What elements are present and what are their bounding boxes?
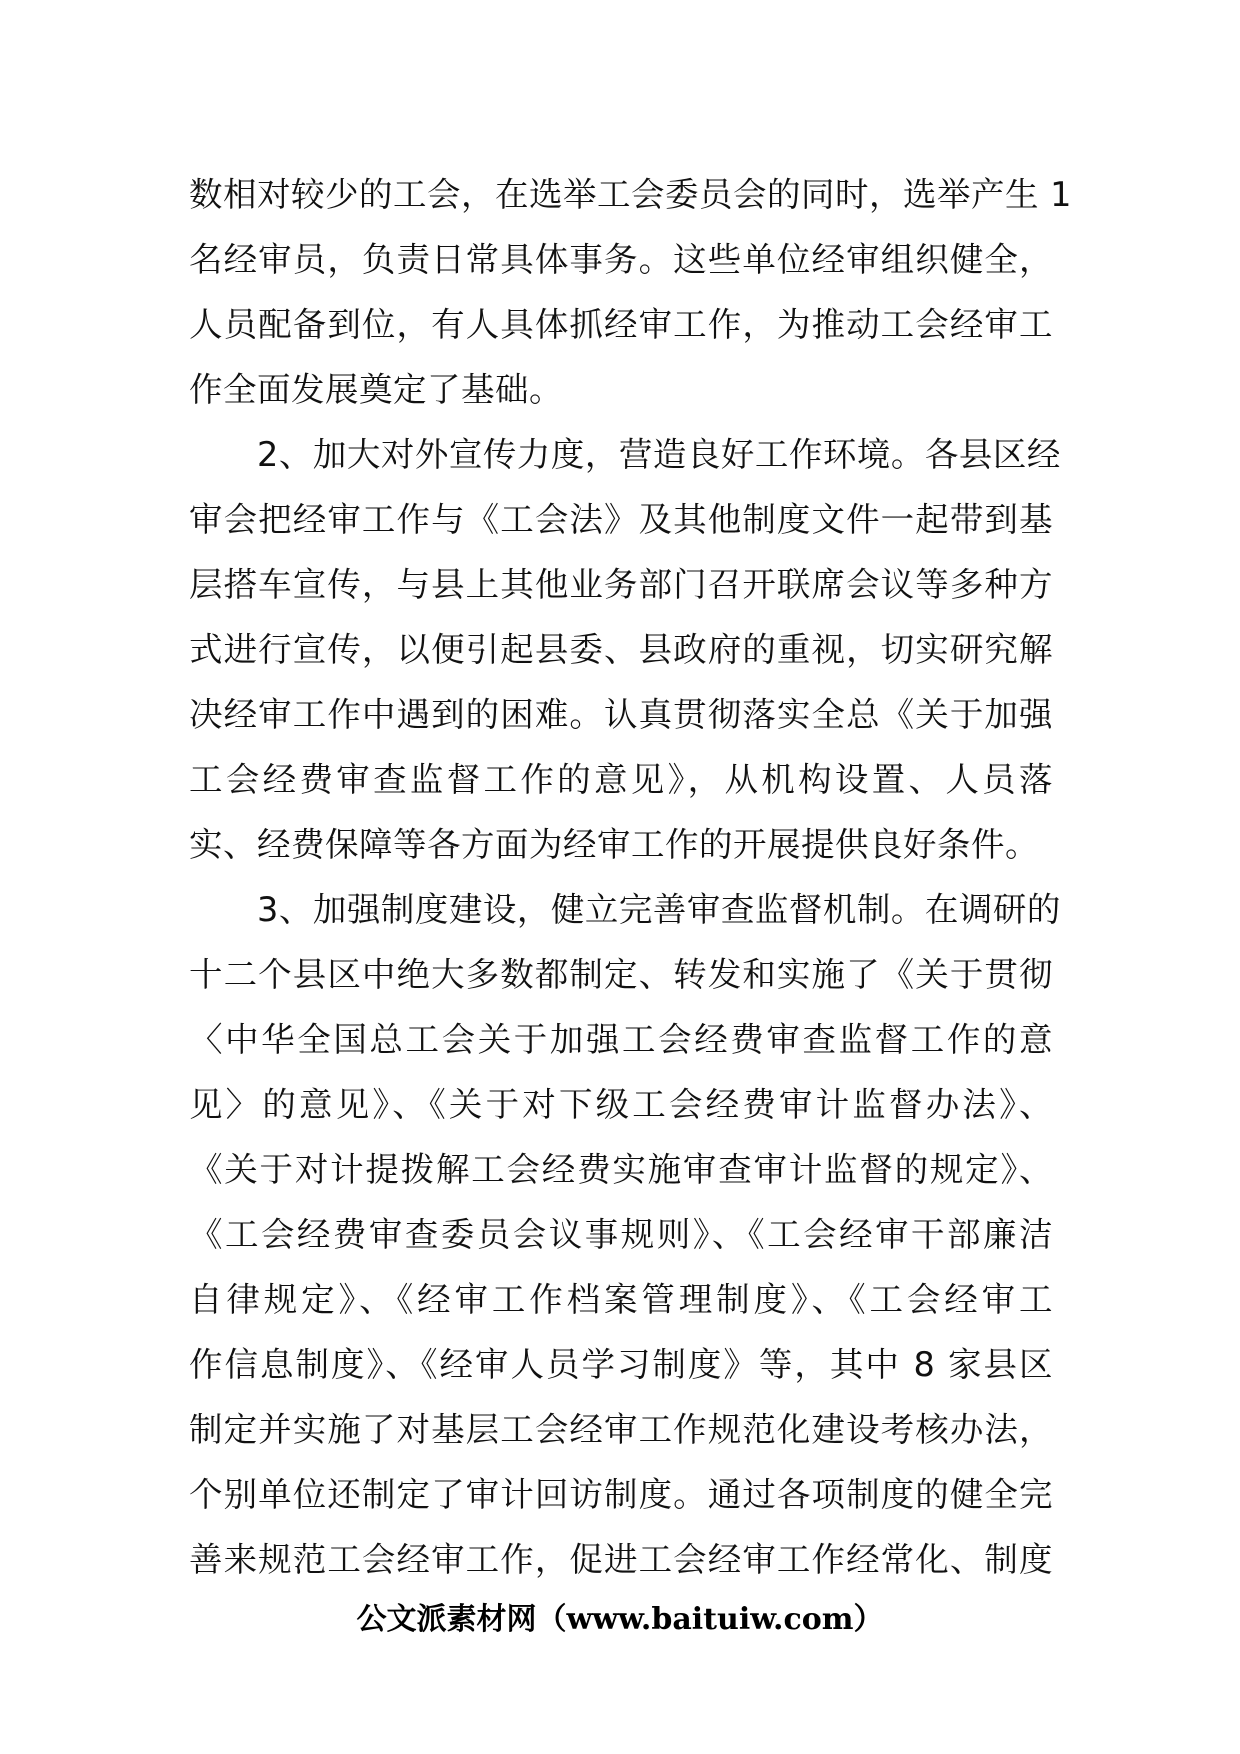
text-line: 层搭车宣传，与县上其他业务部门召开联席会议等多种方: [189, 565, 1053, 604]
body-text: [189, 162, 1072, 1592]
text-line: 式进行宣传，以便引起县委、县政府的重视，切实研究解: [189, 630, 1053, 669]
text-line: 人员配备到位，有人具体抓经审工作，为推动工会经审工: [189, 305, 1053, 344]
text-line: 善来规范工会经审工作，促进工会经审工作经常化、制度: [189, 1540, 1053, 1579]
text-line: 作信息制度》、《经审人员学习制度》等，其中 8 家县区: [189, 1345, 1053, 1384]
paragraph-first-line: 3、加强制度建设，健立完善审查监督机制。在调研的: [257, 890, 1061, 929]
text-line: 实、经费保障等各方面为经审工作的开展提供良好条件。: [189, 825, 1039, 864]
text-line: 《关于对计提拨解工会经费实施审查审计监督的规定》、: [189, 1150, 1053, 1189]
text-line: 自律规定》、《经审工作档案管理制度》、《工会经审工: [189, 1280, 1053, 1319]
text-line: 数相对较少的工会，在选举工会委员会的同时，选举产生 1: [189, 175, 1072, 214]
text-line: 十二个县区中绝大多数都制定、转发和实施了《关于贯彻: [189, 955, 1053, 994]
text-line: 《工会经费审查委员会议事规则》、《工会经审干部廉洁: [189, 1215, 1053, 1254]
text-line: 〈中华全国总工会关于加强工会经费审查监督工作的意: [189, 1020, 1053, 1059]
paragraph-first-line: 2、加大对外宣传力度，营造良好工作环境。各县区经: [257, 435, 1061, 474]
text-line: 名经审员，负责日常具体事务。这些单位经审组织健全，: [189, 240, 1053, 279]
text-line: 见〉的意见》、《关于对下级工会经费审计监督办法》、: [189, 1085, 1053, 1124]
text-line: 工会经费审查监督工作的意见》，从机构设置、人员落: [189, 760, 1053, 799]
text-line: 决经审工作中遇到的困难。认真贯彻落实全总《关于加强: [189, 695, 1053, 734]
text-line: 作全面发展奠定了基础。: [189, 370, 563, 409]
text-line: 制定并实施了对基层工会经审工作规范化建设考核办法，: [189, 1410, 1053, 1449]
text-line: 个别单位还制定了审计回访制度。通过各项制度的健全完: [189, 1475, 1053, 1514]
text-line: 审会把经审工作与《工会法》及其他制度文件一起带到基: [189, 500, 1053, 539]
footer-watermark-text: 公文派素材网（www.baituiw.com）: [356, 1602, 884, 1637]
